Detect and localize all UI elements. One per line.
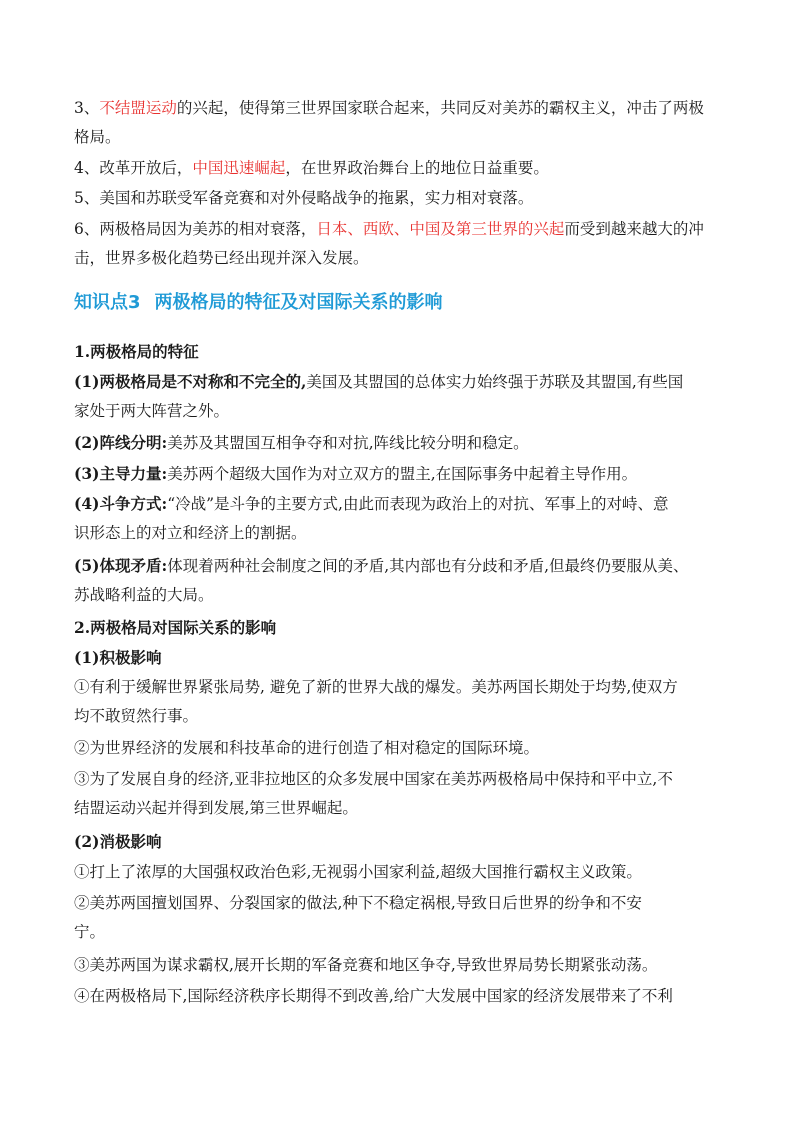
highlight-china-rise: 中国迅速崛起: [192, 159, 286, 177]
positive-item-2: ②为世界经济的发展和科技革命的进行创造了相对稳定的国际环境。: [74, 739, 540, 757]
feature-3: (3)主导力量:美苏两个超级大国作为对立双方的盟主,在国际事务中起着主导作用。: [74, 464, 638, 483]
highlight-multipolar-forces: 日本、西欧、中国及第三世界的兴起: [316, 220, 565, 238]
section-title: 两极格局的特征及对国际关系的影响: [154, 292, 443, 313]
point-6-line-1: 6、两极格局因为美苏的相对衰落，日本、西欧、中国及第三世界的兴起而受到越来越大的冲: [74, 220, 704, 238]
negative-item-4: ④在两极格局下,国际经济秩序长期得不到改善,给广大发展中国家的经济发展带来了不利: [74, 987, 673, 1005]
negative-item-2: ②美苏两国擅划国界、分裂国家的做法,种下不稳定祸根,导致日后世界的纷争和不安 宁。: [74, 894, 642, 941]
negative-item-1: ①打上了浓厚的大国强权政治色彩,无视弱小国家利益,超级大国推行霸权主义政策。: [74, 863, 642, 881]
feature-2-label: (2)阵线分明:: [74, 433, 168, 452]
positive-heading: (1)积极影响: [74, 648, 162, 667]
point-6: [74, 215, 734, 273]
features-heading: 1.两极格局的特征: [74, 342, 199, 361]
negative-item-3: ③美苏两国为谋求霸权,展开长期的军备竞赛和地区争夺,导致世界局势长期紧张动荡。: [74, 956, 658, 974]
point-6-line-2: 击，世界多极化趋势已经出现并深入发展。: [74, 249, 369, 267]
influence-heading: 2.两极格局对国际关系的影响: [74, 618, 277, 637]
point-3: [74, 94, 734, 152]
point-4: 4、改革开放后，中国迅速崛起，在世界政治舞台上的地位日益重要。: [74, 159, 549, 177]
feature-1-label: (1)两极格局是不对称和不完全的,: [74, 372, 307, 391]
feature-5-label: (5)体现矛盾:: [74, 556, 168, 575]
positive-item-1: ①有利于缓解世界紧张局势, 避免了新的世界大战的爆发。美苏两国长期处于均势,使双方 均不敢贸然行事。: [74, 678, 678, 725]
feature-4: (4)斗争方式:“冷战”是斗争的主要方式,由此而表现为政治上的对抗、军事上的对峙、意 识形态上的对立和经济上的割据。: [74, 494, 669, 542]
feature-2: (2)阵线分明:美苏及其盟国互相争夺和对抗,阵线比较分明和稳定。: [74, 433, 529, 452]
positive-item-3: ③为了发展自身的经济,亚非拉地区的众多发展中国家在美苏两极格局中保持和平中立,不 结盟运动兴起并得到发展,第三世界崛起。: [74, 770, 673, 817]
point-5: 5、美国和苏联受军备竞赛和对外侵略战争的拖累，实力相对衰落。: [74, 189, 534, 207]
feature-4-label: (4)斗争方式:: [74, 494, 168, 513]
point-3-line-2: 格局。: [74, 128, 121, 146]
negative-heading: (2)消极影响: [74, 832, 162, 851]
point-3-line-1: 3、不结盟运动的兴起，使得第三世界国家联合起来，共同反对美苏的霸权主义，冲击了两极: [74, 99, 704, 117]
section-number: 知识点3: [74, 292, 141, 313]
highlight-non-aligned-movement: 不结盟运动: [99, 99, 177, 117]
feature-3-label: (3)主导力量:: [74, 464, 168, 483]
feature-5: (5)体现矛盾:体现着两种社会制度之间的矛盾,其内部也有分歧和矛盾,但最终仍要服从美、 苏战略利益的大局。: [74, 556, 689, 604]
section-heading: [74, 288, 443, 314]
feature-1: (1)两极格局是不对称和不完全的,美国及其盟国的总体实力始终强于苏联及其盟国,有些国 家处于两大阵营之外。: [74, 372, 684, 420]
